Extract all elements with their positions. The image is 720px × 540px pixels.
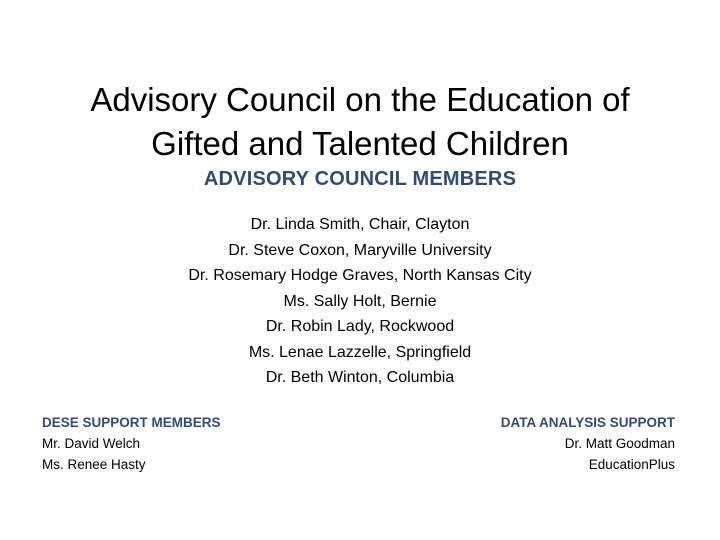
data-analysis-support-heading: DATA ANALYSIS SUPPORT [500, 415, 675, 430]
member-item: Ms. Lenae Lazzelle, Springfield [248, 343, 472, 361]
data-analysis-support-section [501, 412, 675, 475]
data-analysis-support-person: Dr. Matt Goodman [564, 436, 675, 451]
dese-support-heading: DESE SUPPORT MEMBERS [42, 415, 221, 430]
member-item: Dr. Robin Lady, Rockwood [265, 318, 455, 335]
slide-title-line-1: Advisory Council on the Education of [90, 81, 630, 119]
member-item: Dr. Rosemary Hodge Graves, North Kansas City [188, 267, 532, 284]
data-analysis-support-organization: EducationPlus [588, 457, 675, 472]
dese-support-member: Mr. David Welch [42, 436, 141, 451]
dese-support-member: Ms. Renee Hasty [42, 457, 146, 472]
slide-title [30, 78, 690, 166]
advisory-council-member-list [60, 212, 660, 391]
dese-support-section [42, 412, 221, 475]
member-item: Dr. Beth Winton, Columbia [265, 369, 455, 386]
member-item: Dr. Steve Coxon, Maryville University [228, 241, 492, 259]
advisory-council-members-heading: ADVISORY COUNCIL MEMBERS [203, 168, 517, 190]
member-item: Ms. Sally Holt, Bernie [283, 292, 437, 310]
member-item: Dr. Linda Smith, Chair, Clayton [250, 216, 470, 233]
slide-title-line-2: Gifted and Talented Children [151, 125, 569, 163]
